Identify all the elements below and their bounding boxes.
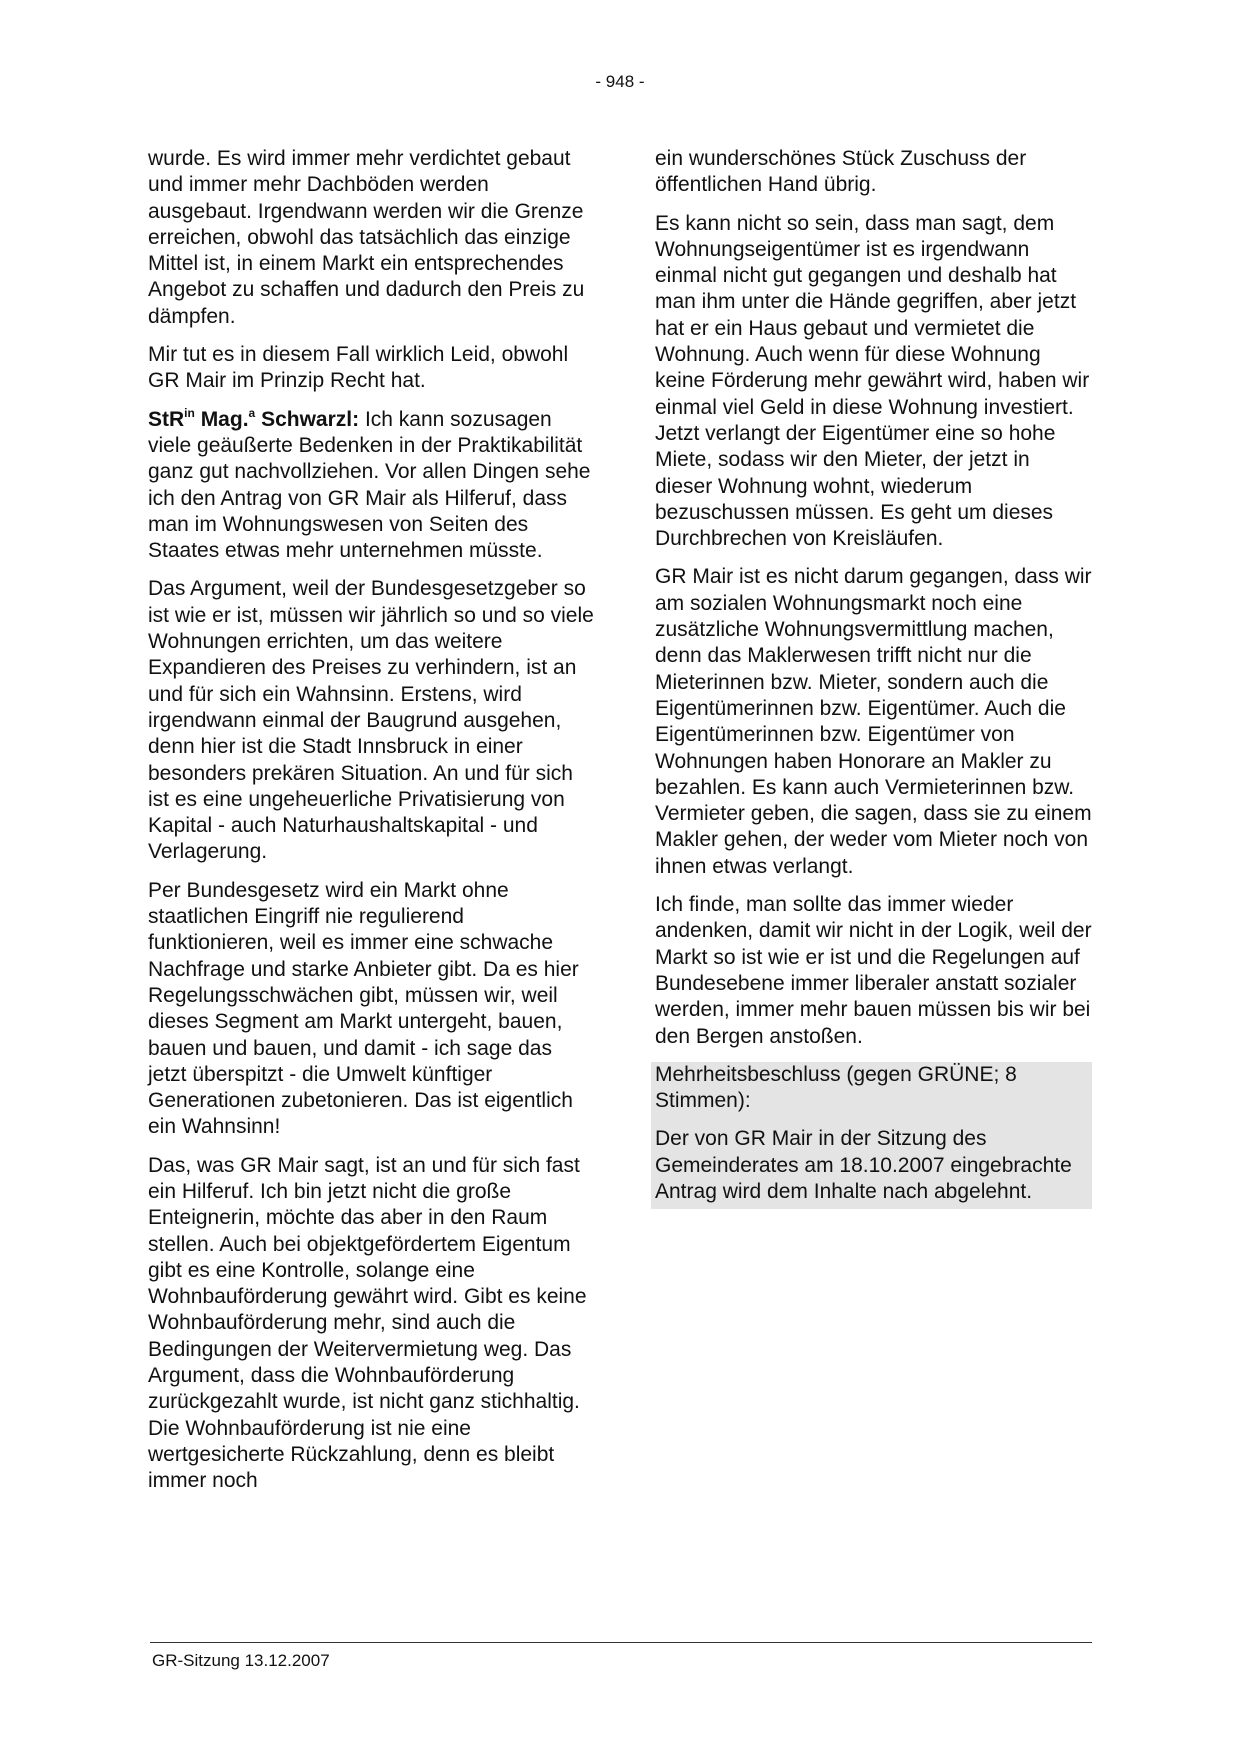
paragraph: Ich finde, man sollte das immer wieder andenken, damit wir nicht in der Logik, weil der Markt so ist wie er ist und die Regelungen auf Bundesebene immer liberaler anstatt sozialer werden, immer mehr bauen müssen bis wir bei den Bergen anstoßen. [655,893,1092,1048]
decision-vote: Mehrheitsbeschluss (gegen GRÜNE; 8 Stimmen): [655,1062,1017,1113]
paragraph: Es kann nicht so sein, dass man sagt, dem Wohnungseigentümer ist es irgendwann einmal nicht gut gegangen und deshalb hat man ihm unter die Hände gegriffen, aber jetzt hat er ein Haus gebaut und vermietet die Wohnung. Auch wenn für diese Wohnung keine Förderung mehr gewährt wird, haben wir einmal viel Geld in diese Wohnung investiert. Jetzt verlangt der Eigentümer eine so hohe Miete, sodass wir den Mieter, der jetzt in dieser Wohnung wohnt, wiederum bezuschussen müssen. Es geht um dieses Durchbrechen von Kreisläufen. [655,211,1090,551]
decision-text: Der von GR Mair in der Sitzung des Gemeinderates am 18.10.2007 eingebrachte Antrag wird dem Inhalte nach abgelehnt. [655,1127,1072,1203]
speaker-surname: Schwarzl: [261,407,360,431]
paragraph: GR Mair ist es nicht darum gegangen, dass wir am sozialen Wohnungsmarkt noch eine zusätzliche Wohnungsvermittlung machen, denn das Maklerwesen trifft nicht nur die Mieterinnen bzw. Mieter, sondern auch die Eigentümerinnen bzw. Eigentümer. Auch die Eigentümerinnen bzw. Eigentümer von Wohnungen haben Honorare an Makler zu bezahlen. Es kann auch Vermieterinnen bzw. Vermieter geben, die sagen, dass sie zu einem Makler gehen, der weder vom Mieter noch von ihnen etwas verlangt. [655,565,1092,878]
paragraph: wurde. Es wird immer mehr verdichtet gebaut und immer mehr Dachböden werden ausgebaut. Irgendwann werden wir die Grenze erreichen, obwohl das tatsächlich das einzige Mittel ist, in einem Markt ein entsprechendes Angebot zu schaffen und dadurch den Preis zu dämpfen. [148,147,585,328]
page-number: - 948 - [595,72,645,91]
paragraph: Das, was GR Mair sagt, ist an und für sich fast ein Hilferuf. Ich bin jetzt nicht die große Enteignerin, möchte das aber in den Raum stellen. Auch bei objektgefördertem Eigentum gibt es eine Kontrolle, solange eine Wohnbauförderung gewährt wird. Gibt es keine Wohnbauförderung mehr, sind auch die Bedingungen der Weitervermietung weg. Das Argument, dass die Wohnbauförderung zurückgezahlt wurde, ist nicht ganz stichhaltig. Die Wohnbauförderung ist nie eine wertgesicherte Rückzahlung, denn es bleibt immer noch [148,1153,587,1493]
speaker-name [148,405,360,431]
speaker-degree: Mag. [200,407,249,431]
paragraph: Per Bundesgesetz wird ein Markt ohne staatlichen Eingriff nie regulierend funktionieren, weil es immer eine schwache Nachfrage und starke Anbieter gibt. Da es hier Regelungsschwächen gibt, müssen wir, weil dieses Segment am Markt untergeht, bauen, bauen und bauen, und damit - ich sage das jetzt überspitzt - die Umwelt künftiger Generationen zubetonieren. Das ist eigentlich ein Wahnsinn! [148,878,579,1139]
right-column [655,146,1092,1209]
speaker-text: Ich kann sozusagen viele geäußerte Bedenken in der Praktikabilität ganz gut nachvollziehen. Vor allen Dingen sehe ich den Antrag von GR Mair als Hilferuf, dass man im Wohnungswesen von Seiten des Staates etwas mehr unternehmen müsste. [148,407,591,563]
speaker-title-sup: in [184,405,195,420]
speaker-statement [148,407,594,565]
speaker-degree-sup: a [248,405,256,420]
left-column [148,146,594,1495]
decision-box [651,1062,1092,1209]
paragraph: Mir tut es in diesem Fall wirklich Leid, obwohl GR Mair im Prinzip Recht hat. [148,343,569,393]
footer-session: GR-Sitzung 13.12.2007 [152,1651,330,1670]
speaker-title: StR [148,407,185,431]
paragraph: ein wunderschönes Stück Zuschuss der öffentlichen Hand übrig. [655,147,1027,197]
paragraph: Das Argument, weil der Bundesgesetzgeber so ist wie er ist, müssen wir jährlich so und so viele Wohnungen errichten, um das weitere Expandieren des Preises zu verhindern, ist an und für sich ein Wahnsinn. Erstens, wird irgendwann einmal der Baugrund ausgehen, denn hier ist die Stadt Innsbruck in einer besonders prekären Situation. An und für sich ist es eine ungeheuerliche Privatisierung von Kapital - auch Naturhaushaltskapital - und Verlagerung. [148,577,594,864]
footer-divider [150,1642,1092,1643]
